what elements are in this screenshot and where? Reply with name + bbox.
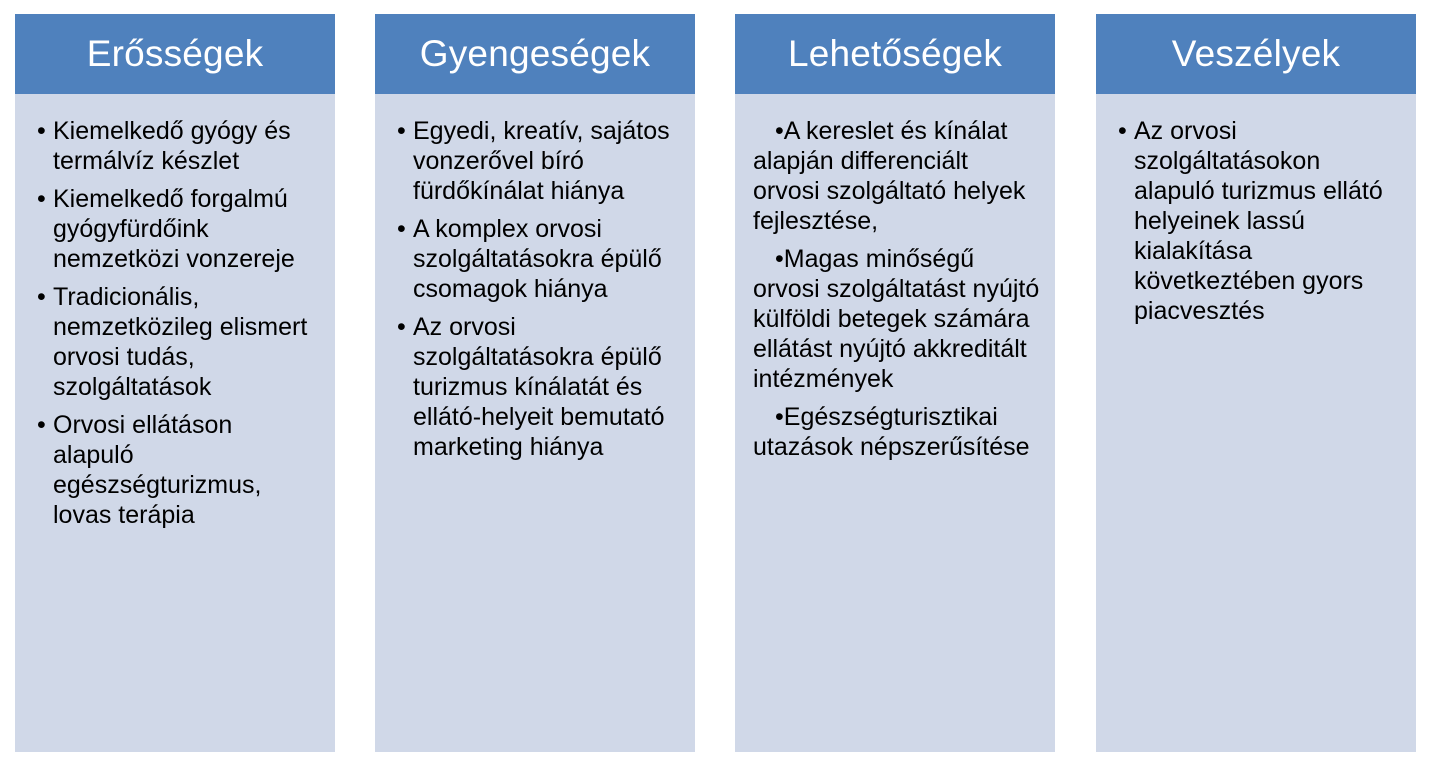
- bullet-icon: •: [37, 185, 46, 213]
- item-list: [397, 116, 677, 462]
- column-opportunities: [735, 14, 1055, 752]
- column-body: [1096, 94, 1416, 752]
- list-item: [753, 116, 1041, 236]
- item-text: Tradicionális, nemzetközileg elismert orvosi tudás, szolgáltatások: [53, 283, 308, 401]
- bullet-icon: •: [775, 245, 784, 273]
- item-text: Egészségturisztikai utazások népszerűsítése: [753, 403, 1030, 461]
- column-header: Gyengeségek: [375, 14, 695, 94]
- column-weaknesses: [375, 14, 695, 752]
- item-text: Kiemelkedő forgalmú gyógyfürdőink nemzetközi vonzereje: [53, 185, 295, 273]
- list-item: [397, 312, 677, 462]
- item-text: A komplex orvosi szolgáltatásokra épülő csomagok hiánya: [413, 215, 662, 303]
- item-text: A kereslet és kínálat alapján differenciált orvosi szolgáltató helyek fejlesztése,: [753, 117, 1026, 235]
- item-list: [37, 116, 317, 530]
- list-item: [37, 282, 317, 402]
- bullet-icon: •: [775, 117, 784, 145]
- bullet-icon: •: [397, 313, 406, 341]
- bullet-icon: •: [1118, 117, 1127, 145]
- item-text: Orvosi ellátáson alapuló egészségturizmus, lovas terápia: [53, 411, 262, 529]
- column-body: [735, 94, 1055, 752]
- item-text: Az orvosi szolgáltatásokon alapuló turizmus ellátó helyeinek lassú kialakítása következtében gyors piacvesztés: [1134, 117, 1383, 325]
- column-header: Veszélyek: [1096, 14, 1416, 94]
- item-text: Kiemelkedő gyógy és termálvíz készlet: [53, 117, 291, 175]
- list-item: [37, 116, 317, 176]
- column-header: Lehetőségek: [735, 14, 1055, 94]
- column-body: [375, 94, 695, 752]
- column-strengths: [15, 14, 335, 752]
- bullet-icon: •: [397, 117, 406, 145]
- bullet-icon: •: [37, 411, 46, 439]
- item-list: [1118, 116, 1398, 326]
- bullet-icon: •: [775, 403, 784, 431]
- bullet-icon: •: [37, 283, 46, 311]
- list-item: [37, 184, 317, 274]
- list-item: [397, 214, 677, 304]
- column-header: Erősségek: [15, 14, 335, 94]
- list-item: [37, 410, 317, 530]
- bullet-icon: •: [37, 117, 46, 145]
- column-body: [15, 94, 335, 752]
- item-text: Egyedi, kreatív, sajátos vonzerővel bíró fürdőkínálat hiánya: [413, 117, 670, 205]
- list-item: [1118, 116, 1398, 326]
- item-text: Az orvosi szolgáltatásokra épülő turizmus kínálatát és ellátó-helyeit bemutató marketing hiánya: [413, 313, 665, 461]
- list-item: [753, 244, 1041, 394]
- list-item: [753, 402, 1041, 462]
- item-list: [753, 116, 1041, 462]
- bullet-icon: •: [397, 215, 406, 243]
- item-text: Magas minőségű orvosi szolgáltatást nyújtó külföldi betegek számára ellátást nyújtó akkreditált intézmények: [753, 245, 1040, 393]
- list-item: [397, 116, 677, 206]
- column-threats: [1096, 14, 1416, 752]
